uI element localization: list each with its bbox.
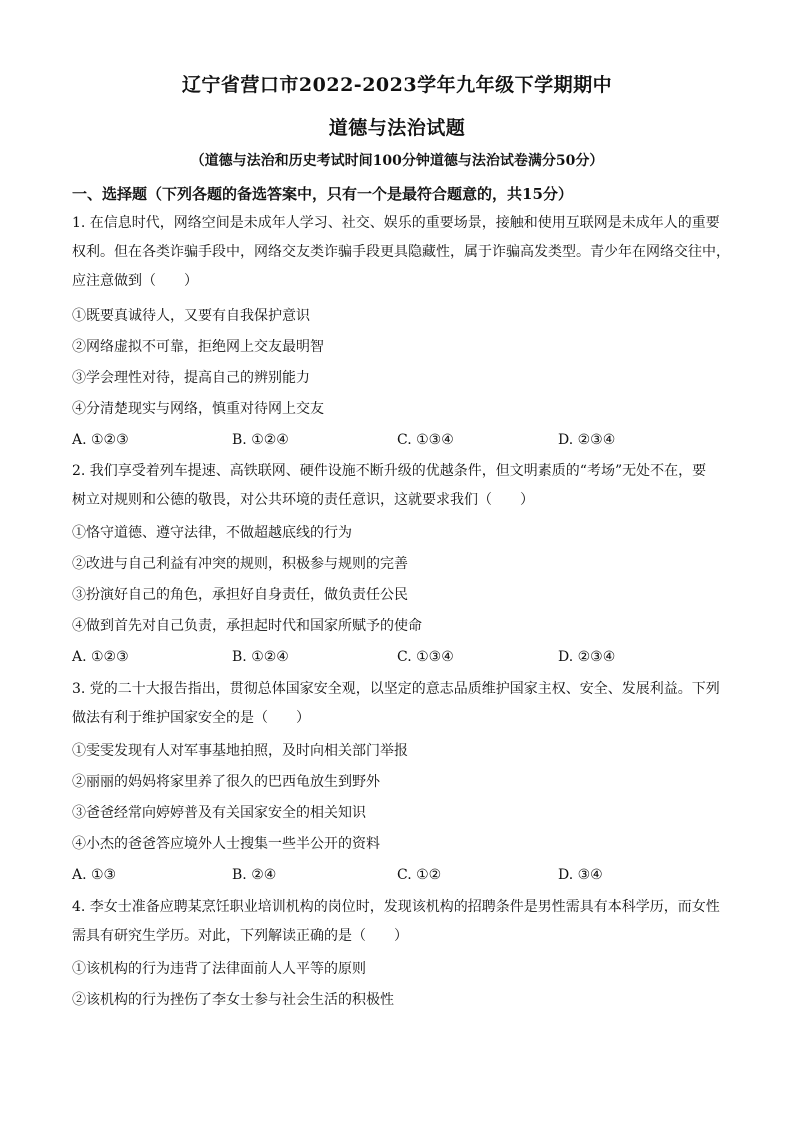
question-1-option-3: ③学会理性对待，提高自己的辨别能力 xyxy=(72,370,310,386)
question-3-stem xyxy=(72,675,732,733)
question-4-stem xyxy=(72,893,732,951)
question-stem-line: 树立对规则和公德的敬畏，对公共环境的责任意识，这就要求我们（ ） xyxy=(72,492,534,508)
question-stem-line: 需具有研究生学历。对此，下列解读正确的是（ ） xyxy=(72,928,408,944)
document-title: 辽宁省营口市2022-2023学年九年级下学期期中 xyxy=(181,74,613,96)
question-3-option-4: ④小杰的爸爸答应境外人士搜集一些半公开的资料 xyxy=(72,836,380,852)
question-4-option-1: ①该机构的行为违背了法律面前人人平等的原则 xyxy=(72,961,366,977)
choice-b: B. ①②④ xyxy=(232,432,289,448)
choice-d: D. ③④ xyxy=(558,867,603,883)
choice-b: B. ②④ xyxy=(232,867,277,883)
question-stem-line: 做法有利于维护国家安全的是（ ） xyxy=(72,710,310,726)
question-1-stem xyxy=(72,209,732,296)
question-stem-line: 应注意做到（ ） xyxy=(72,273,198,289)
choice-d: D. ②③④ xyxy=(558,649,616,665)
document-subject-title: 道德与法治试题 xyxy=(328,117,466,139)
choice-d: D. ②③④ xyxy=(558,432,616,448)
question-3-option-2: ②丽丽的妈妈将家里养了很久的巴西龟放生到野外 xyxy=(72,774,380,790)
section-heading: 一、选择题（下列各题的备选答案中，只有一个是最符合题意的，共15分） xyxy=(72,185,573,203)
question-2-option-1: ①恪守道德、遵守法律，不做超越底线的行为 xyxy=(72,525,352,541)
question-1-option-4: ④分清楚现实与网络，慎重对待网上交友 xyxy=(72,401,324,417)
choice-c: C. ①③④ xyxy=(397,432,454,448)
choice-c: C. ①② xyxy=(397,867,442,883)
question-2-option-2: ②改进与自己利益有冲突的规则，积极参与规则的完善 xyxy=(72,556,408,572)
question-2-option-4: ④做到首先对自己负责，承担起时代和国家所赋予的使命 xyxy=(72,618,422,634)
choice-a: A. ①③ xyxy=(72,867,117,883)
choice-c: C. ①③④ xyxy=(397,649,454,665)
question-stem-line: 3. 党的二十大报告指出，贯彻总体国家安全观，以坚定的意志品质维护国家主权、安全、发展利益。下列 xyxy=(72,681,720,697)
question-1-option-2: ②网络虚拟不可靠，拒绝网上交友最明智 xyxy=(72,339,324,355)
question-3-option-1: ①雯雯发现有人对军事基地拍照，及时向相关部门举报 xyxy=(72,743,408,759)
question-3-option-3: ③爸爸经常向婷婷普及有关国家安全的相关知识 xyxy=(72,805,366,821)
question-stem-line: 4. 李女士准备应聘某烹饪职业培训机构的岗位时，发现该机构的招聘条件是男性需具有本科学历，而女性 xyxy=(72,899,720,915)
question-stem-line: 1. 在信息时代，网络空间是未成年人学习、社交、娱乐的重要场景，接触和使用互联网是未成年人的重要 xyxy=(72,215,720,231)
question-stem-line: 2. 我们享受着列车提速、高铁联网、硬件设施不断升级的优越条件，但文明素质的“考场”无处不在，要 xyxy=(72,463,707,479)
question-stem-line: 权利。但在各类诈骗手段中，网络交友类诈骗手段更具隐藏性，属于诈骗高发类型。青少年在网络交往中， xyxy=(72,244,730,260)
question-4-option-2: ②该机构的行为挫伤了李女士参与社会生活的积极性 xyxy=(72,992,394,1008)
choice-b: B. ①②④ xyxy=(232,649,289,665)
question-2-stem xyxy=(72,457,732,515)
choice-a: A. ①②③ xyxy=(72,649,129,665)
question-2-option-3: ③扮演好自己的角色，承担好自身责任，做负责任公民 xyxy=(72,587,408,603)
choice-a: A. ①②③ xyxy=(72,432,129,448)
exam-info-subtitle: （道德与法治和历史考试时间100分钟道德与法治试卷满分50分） xyxy=(190,153,604,169)
question-1-option-1: ①既要真诚待人，又要有自我保护意识 xyxy=(72,308,310,324)
